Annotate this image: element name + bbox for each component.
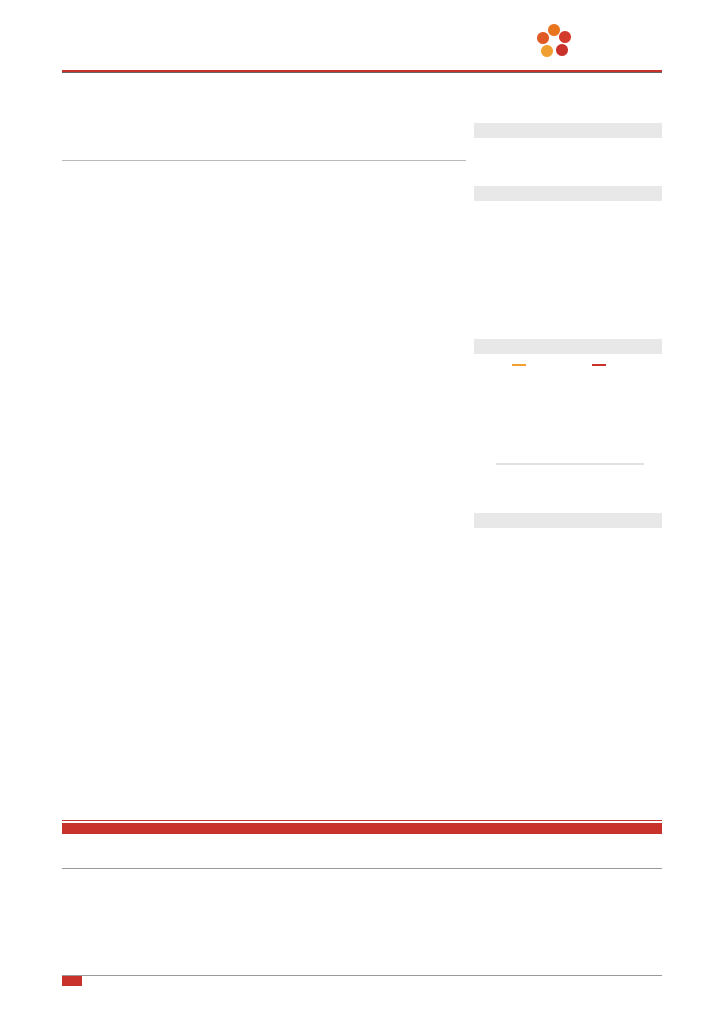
col-header [162, 823, 262, 834]
rating-heading [474, 123, 662, 138]
header-rule-dark [62, 72, 662, 73]
table-bottom-rule [62, 868, 662, 869]
flower-logo-icon [532, 20, 576, 64]
col-header [62, 823, 162, 834]
col-header [462, 823, 562, 834]
company-logo [532, 20, 662, 68]
table-header-row [62, 823, 662, 834]
related-heading [474, 513, 662, 528]
recommendation-table [62, 823, 662, 834]
footer-rule [62, 975, 662, 976]
col-header [362, 823, 462, 834]
trend-chart [474, 358, 662, 480]
col-header [262, 823, 362, 834]
col-header [562, 823, 662, 834]
title-rule [62, 160, 466, 161]
trend-heading [474, 339, 662, 354]
section-body [62, 604, 466, 606]
author-heading [474, 186, 662, 201]
footer-accent [62, 976, 82, 986]
table-rule [62, 820, 662, 821]
